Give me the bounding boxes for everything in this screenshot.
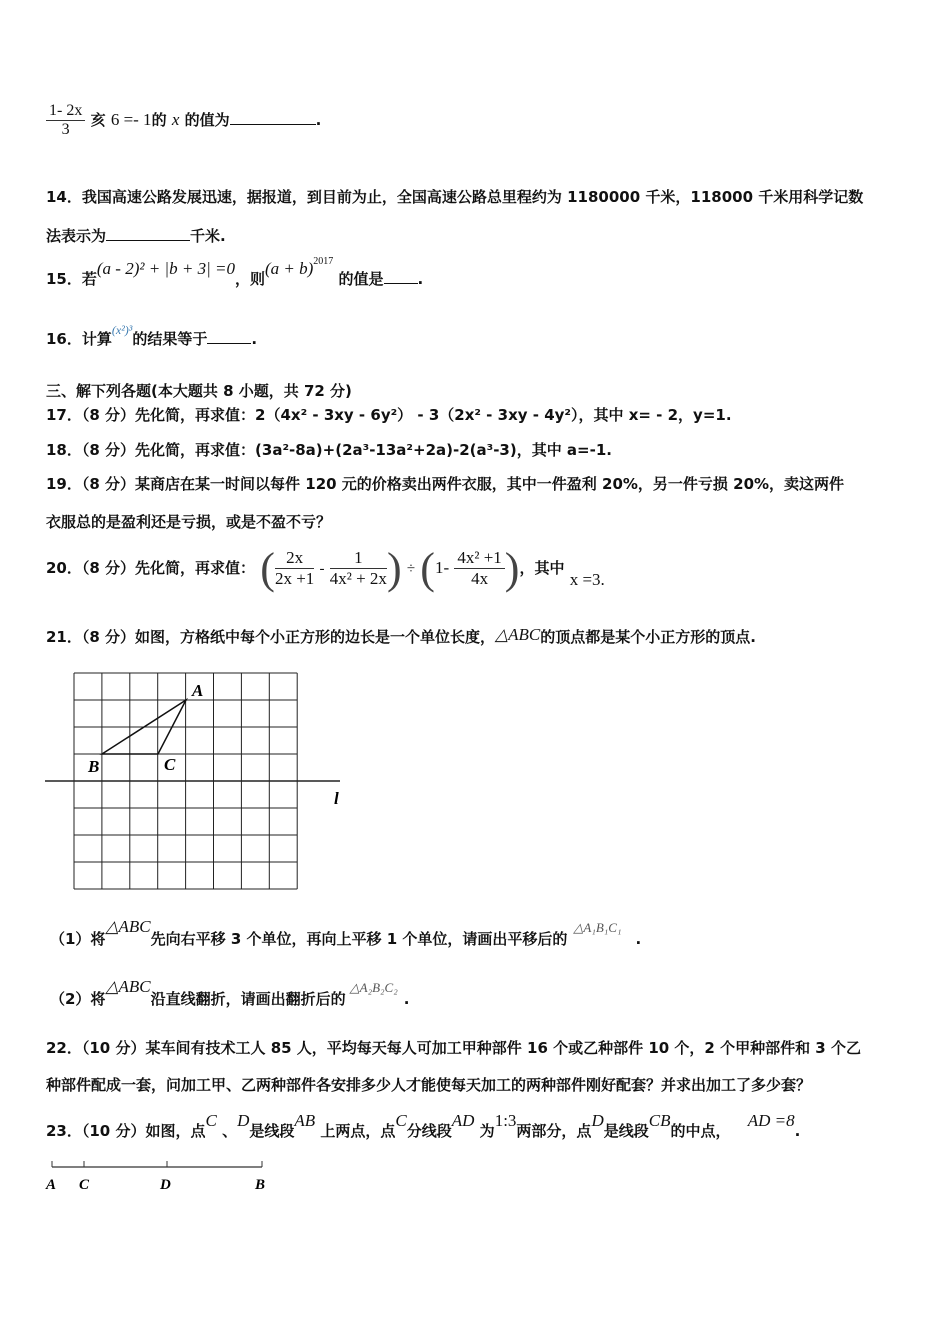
- grid-figure: [0, 660, 360, 900]
- text: 千米.: [190, 227, 226, 245]
- math-expression: △ABC: [495, 625, 541, 644]
- text: ，其中: [519, 559, 565, 577]
- q15: [46, 256, 424, 289]
- q18: 18．（8 分）先化简，再求值：(3a²-8a)+(2a³-13a²+2a)-2(a³-3)，其中 a=-1.: [46, 441, 612, 459]
- section-heading: 三、解下列各题(本大题共 8 小题，共 72 分): [46, 382, 352, 400]
- numerator: 1: [330, 548, 387, 569]
- text: 1-: [434, 558, 450, 577]
- text: 沿直线翻折，请画出翻折后的: [150, 990, 346, 1008]
- text: 的结果等于: [132, 330, 208, 348]
- q23: [46, 1111, 801, 1141]
- text: 21．（8 分）如图，方格纸中每个小正方形的边长是一个单位长度，: [46, 628, 496, 646]
- math-expression: △A₁B₁C₁: [573, 920, 622, 935]
- text: 的顶点都是某个小正方形的顶点.: [540, 628, 756, 646]
- denominator: 3: [61, 121, 70, 138]
- math: C: [205, 1111, 217, 1130]
- math: D: [591, 1111, 604, 1130]
- q22-line2: 种部件配成一套，问加工甲、乙两种部件各安排多少人才能使每天加工的两种部件刚好配套？并求出加工了多少套？: [46, 1076, 812, 1094]
- answer-blank: [106, 226, 190, 241]
- variable: x: [171, 110, 180, 129]
- math: D: [237, 1111, 250, 1130]
- fraction: [275, 548, 314, 589]
- text: .: [315, 111, 322, 129]
- text: 23．（10 分）如图，点: [46, 1122, 206, 1140]
- exponent: 2017: [313, 256, 334, 267]
- label-c: C: [164, 755, 176, 774]
- q13: [46, 102, 321, 139]
- text: 、: [222, 1122, 238, 1140]
- math: 1:3: [494, 1111, 517, 1130]
- q16: [46, 323, 258, 349]
- q21-part1: [50, 917, 642, 949]
- text: 上两点，点: [320, 1122, 396, 1140]
- label-d: D: [160, 1177, 171, 1193]
- text: 是线段: [249, 1122, 295, 1140]
- text: 分线段: [406, 1122, 452, 1140]
- math-expression: (a + b): [264, 259, 314, 278]
- denominator: 2x +1: [274, 569, 315, 588]
- equation: 6 =- 1: [110, 110, 152, 129]
- label-l: l: [334, 789, 339, 808]
- operator: -: [319, 561, 325, 577]
- math: AD: [451, 1111, 475, 1130]
- label-b: B: [88, 757, 100, 776]
- text: 16．计算: [46, 330, 112, 348]
- answer-blank: [230, 110, 316, 125]
- numerator: 2x: [275, 548, 314, 569]
- text: 的值是: [338, 270, 384, 288]
- math: CB: [648, 1111, 671, 1130]
- text: 20．（8 分）先化简，再求值：: [46, 559, 256, 577]
- label-b: B: [255, 1177, 266, 1193]
- text: （2）将: [50, 990, 106, 1008]
- label-a: A: [192, 681, 204, 700]
- math: AB: [294, 1111, 316, 1130]
- numerator: 1- 2x: [46, 102, 85, 121]
- q22-line1: 22．（10 分）某车间有技术工人 85 人，平均每天每人可加工甲种部件 16 个或乙种部件 10 个，2 个甲种部件和 3 个乙: [46, 1039, 861, 1057]
- fraction: [454, 548, 504, 589]
- q19-line2: 衣服总的是盈利还是亏损，或是不盈不亏？: [46, 513, 332, 531]
- math-expression: △ABC: [105, 917, 151, 936]
- answer-blank: [384, 269, 418, 284]
- text: 是线段: [603, 1122, 649, 1140]
- text: 的值为: [184, 111, 230, 129]
- math-expression: (a - 2)² + |b + 3| =0: [96, 259, 235, 278]
- text: .: [403, 990, 410, 1008]
- text: 先向右平移 3 个单位，再向上平移 1 个单位，请画出平移后的: [150, 930, 568, 948]
- text: ，则: [234, 270, 265, 288]
- text: 为: [479, 1122, 495, 1140]
- numerator: 4x² +1: [454, 548, 504, 569]
- text: （1）将: [50, 930, 106, 948]
- q21: [46, 626, 756, 647]
- text: .: [417, 270, 424, 288]
- text: 两部分，点: [516, 1122, 592, 1140]
- text: 法表示为: [46, 227, 107, 245]
- condition: x =3.: [569, 570, 605, 589]
- text: .: [251, 330, 258, 348]
- text: 的: [151, 111, 167, 129]
- q21-part2: [50, 977, 410, 1009]
- q20: 20．（8 分）先化简，再求值： ( $\frac{2x}{2x +1}$ - $\frac{1}{\text{4x² + 2x}}$ ) ÷ (1- $\frac{\text{4x² +1}}{4x}$ )，其中 x =3.: [46, 544, 605, 593]
- segment-figure: [40, 1155, 280, 1195]
- denominator: 4x² + 2x: [329, 569, 387, 588]
- math-expression: (x²)³: [111, 323, 133, 337]
- q17: 17．（8 分）先化简，再求值：2（4x² - 3xy - 6y²） - 3（2x² - 3xy - 4y²），其中 x= - 2，y=1.: [46, 406, 732, 424]
- denominator: 4x: [471, 569, 489, 588]
- math: AD =8: [747, 1111, 795, 1130]
- operator: ÷: [406, 561, 416, 577]
- fraction: [46, 102, 85, 139]
- text: 15．若: [46, 270, 97, 288]
- math: C: [395, 1111, 407, 1130]
- label-c: C: [79, 1177, 90, 1193]
- answer-blank: [207, 329, 251, 344]
- label-a: A: [46, 1177, 57, 1193]
- text: .: [794, 1122, 801, 1140]
- math-expression: △A₂B₂C₂: [349, 980, 398, 995]
- q19-line1: 19．（8 分）某商店在某一时间以每件 120 元的价格卖出两件衣服，其中一件盈利 20%，另一件亏损 20%，卖这两件: [46, 475, 845, 493]
- text: 的中点，: [670, 1122, 731, 1140]
- q14-line2: [46, 225, 226, 246]
- text: 亥: [90, 111, 106, 129]
- fraction: [330, 548, 387, 589]
- q14-line1: 14．我国高速公路发展迅速，据报道，到目前为止，全国高速公路总里程约为 1180000 千米，118000 千米用科学记数: [46, 188, 864, 206]
- text: .: [635, 930, 642, 948]
- math-expression: △ABC: [105, 977, 151, 996]
